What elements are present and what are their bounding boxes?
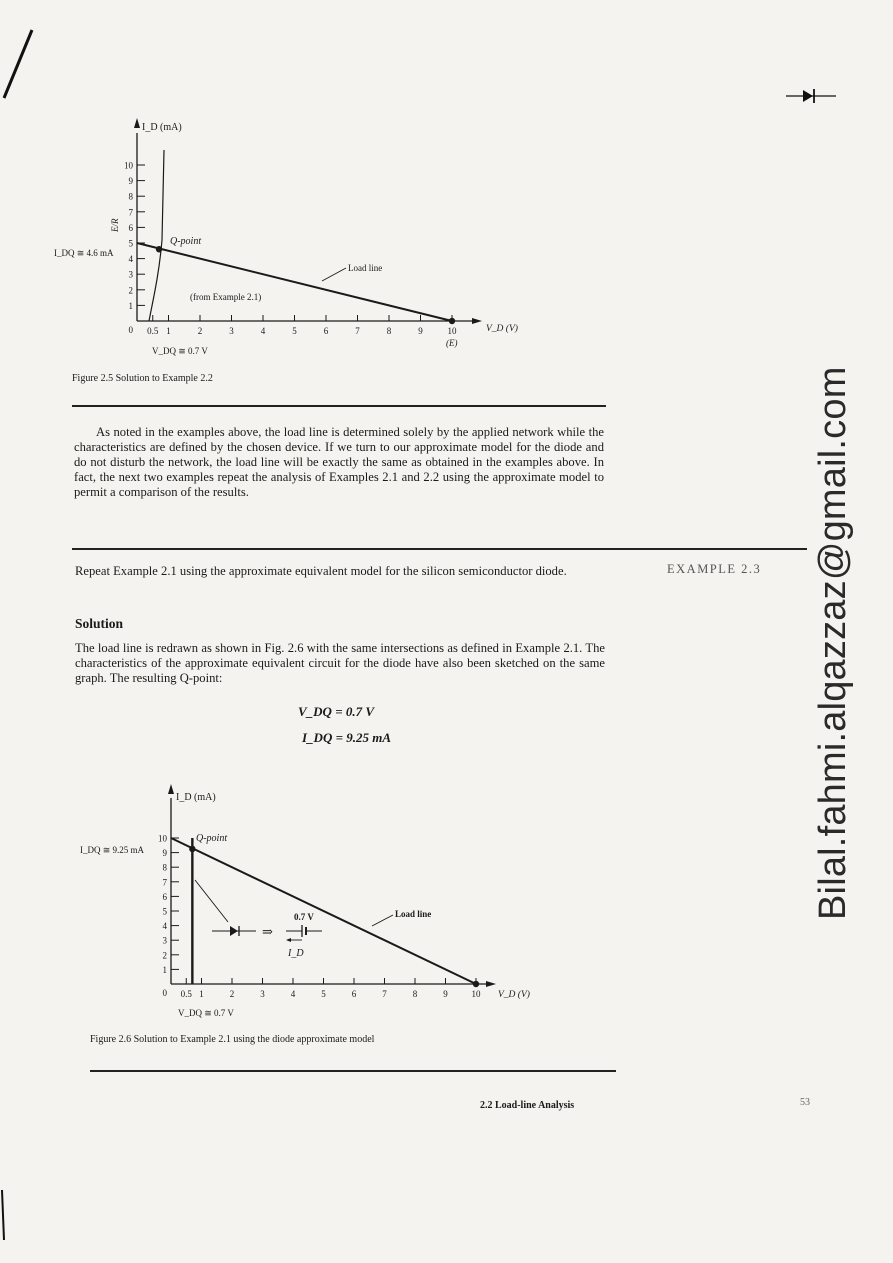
- y-tick-label: 3: [162, 935, 167, 946]
- load-line-pointer: [372, 915, 393, 926]
- x-tick-label: 5: [321, 989, 326, 999]
- solution-text: The load line is redrawn as shown in Fig. 2.6 with the same intersections as defined in Example 2.1. The characteristics of the approximate equivalent circuit for the diode have also been sketched on the same graph. The resulting Q-point:: [75, 641, 605, 685]
- equation-idq: I_DQ = 9.25 mA: [302, 730, 392, 745]
- y-tick-label: 4: [162, 921, 167, 932]
- q-point-label: Q-point: [196, 833, 228, 844]
- solution-heading: Solution: [75, 616, 124, 631]
- diode-curve: [149, 150, 164, 321]
- x-tick-label: 7: [355, 326, 360, 336]
- model-current-label: I_D: [288, 948, 304, 959]
- x-tick-label: 10: [447, 326, 457, 336]
- y-tick-label: 6: [162, 891, 167, 902]
- intro-paragraph: As noted in the examples above, the load line is determined solely by the applied network while the characteristics are defined by the chosen device. If we turn to our approximate model for the diode and do not disturb the network, the load line will be exactly the same as obtained in the examples above. In fact, the next two examples repeat the analysis of Examples 2.1 and 2.2 using the approximate model to permit a comparison of the results.: [74, 425, 604, 499]
- example-problem: Repeat Example 2.1 using the approximate equivalent model for the silicon semiconductor diode.: [75, 564, 567, 578]
- x-axis-label: V_D (V): [486, 324, 518, 334]
- x-tick-label: 6: [323, 326, 329, 336]
- q-point-marker: [189, 846, 195, 852]
- x-axis-arrow: [472, 318, 482, 324]
- y-tick-label: 1: [162, 964, 167, 975]
- implies-arrow: ⇒: [262, 924, 273, 939]
- y-tick-label: 5: [128, 238, 133, 249]
- x-tick-label: 1: [166, 326, 171, 336]
- figure-caption: Figure 2.5 Solution to Example 2.2: [72, 373, 213, 384]
- example-divider: [72, 548, 807, 550]
- section-footer: 2.2 Load-line Analysis: [480, 1100, 575, 1111]
- load-line-label: Load line: [348, 263, 383, 273]
- e-over-r-label: E/R: [110, 218, 120, 232]
- example-label: EXAMPLE 2.3: [667, 562, 762, 576]
- q-point-label: Q-point: [170, 236, 202, 247]
- x-tick-label: 8: [412, 989, 418, 999]
- x-tick-label: 9: [418, 326, 423, 336]
- y-tick-label: 4: [128, 254, 133, 265]
- model-pointer: [195, 880, 228, 922]
- e-label: (E): [446, 338, 458, 348]
- y-tick-label: 2: [128, 285, 133, 296]
- from-example-label: (from Example 2.1): [190, 292, 262, 302]
- y-tick-label: 0: [162, 988, 167, 998]
- y-axis-arrow: [168, 784, 174, 794]
- equation-vdq: V_DQ = 0.7 V: [298, 704, 375, 719]
- y-tick-label: 6: [128, 222, 133, 233]
- load-line: [137, 243, 452, 321]
- x-axis-arrow: [486, 981, 496, 987]
- y-tick-label: 7: [128, 207, 133, 218]
- x-tick-label: 4: [260, 326, 266, 336]
- figure-caption: Figure 2.6 Solution to Example 2.1 using the diode approximate model: [90, 1034, 375, 1045]
- y-tick-label: 8: [128, 191, 133, 202]
- x-tick-label: 1: [199, 989, 204, 999]
- x-tick-label: 2: [229, 989, 235, 999]
- x-tick-label: 4: [290, 989, 296, 999]
- x-tick-label: 8: [386, 326, 392, 336]
- idq-label: I_DQ ≅ 9.25 mA: [80, 845, 145, 855]
- page-number: 53: [800, 1097, 810, 1108]
- y-tick-label: 7: [162, 877, 167, 888]
- figure-2-5: [0, 0, 893, 400]
- y-tick-label: 0: [128, 325, 133, 335]
- bottom-divider: [90, 1070, 616, 1072]
- divider: [72, 405, 606, 407]
- y-tick-label: 2: [162, 950, 167, 961]
- x-tick-label: 0.5: [147, 326, 159, 336]
- x-axis-label: V_D (V): [498, 990, 530, 1000]
- x-tick-label: 9: [443, 989, 448, 999]
- y-tick-label: 10: [124, 160, 133, 171]
- figure-2-6: [0, 760, 893, 1060]
- y-tick-label: 3: [128, 269, 133, 280]
- idq-label: I_DQ ≅ 4.6 mA: [54, 248, 114, 258]
- y-axis-label: I_D (mA): [176, 792, 216, 803]
- model-voltage-label: 0.7 V: [294, 912, 314, 922]
- x-tick-label: 0.5: [180, 989, 192, 999]
- x-tick-label: 7: [382, 989, 387, 999]
- e-point-marker: [473, 981, 479, 987]
- battery-symbol-icon: [286, 925, 322, 942]
- x-tick-label: 5: [292, 326, 297, 336]
- watermark-text: Bilal.fahmi.alqazzaz@gmail.com: [812, 366, 854, 920]
- diode-symbol-icon: [212, 926, 256, 936]
- x-tick-label: 2: [197, 326, 203, 336]
- y-tick-label: 9: [128, 176, 133, 187]
- vdq-label: V_DQ ≅ 0.7 V: [152, 346, 208, 356]
- e-point-marker: [449, 318, 455, 324]
- y-axis-label: I_D (mA): [142, 122, 182, 133]
- load-line-label: Load line: [395, 909, 432, 919]
- vdq-label: V_DQ ≅ 0.7 V: [178, 1008, 234, 1018]
- y-tick-label: 1: [128, 300, 133, 311]
- y-tick-label: 9: [162, 848, 167, 859]
- y-tick-label: 5: [162, 906, 167, 917]
- load-line-pointer: [322, 268, 346, 281]
- q-point-marker: [156, 246, 162, 252]
- x-tick-label: 10: [471, 989, 481, 999]
- x-tick-label: 6: [351, 989, 357, 999]
- y-tick-label: 10: [158, 833, 167, 844]
- y-tick-label: 8: [162, 862, 167, 873]
- edge-mark: [2, 1190, 4, 1240]
- y-axis-arrow: [134, 118, 140, 128]
- x-tick-label: 3: [260, 989, 265, 999]
- x-tick-label: 3: [229, 326, 234, 336]
